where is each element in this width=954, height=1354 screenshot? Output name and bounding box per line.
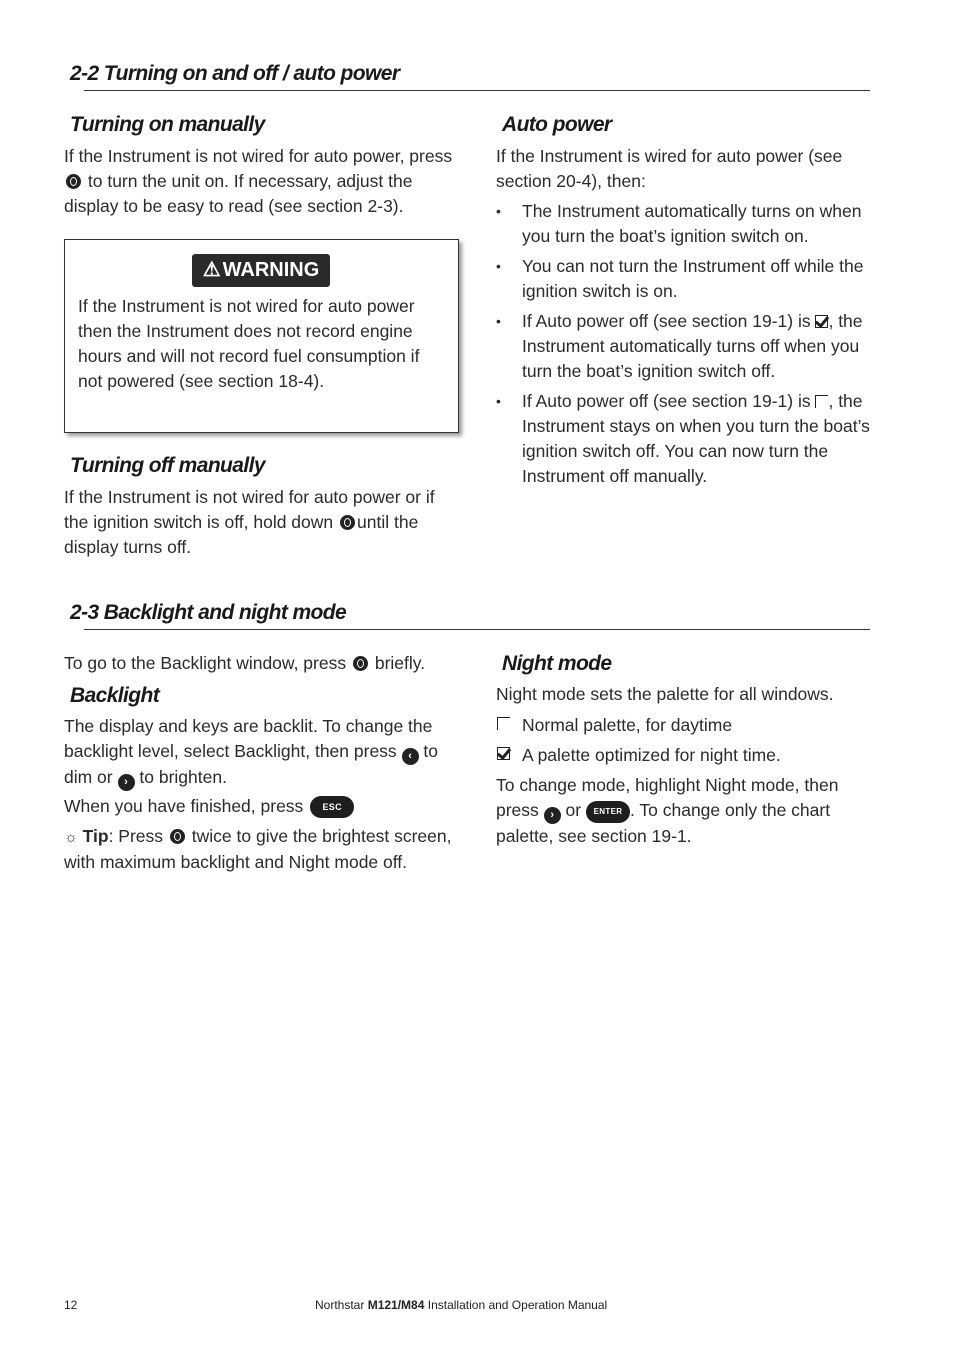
list-item-text: , the Instrument stays on when you turn the boat’s ignition switch off. You can now turn the Instrument off manually. — [522, 391, 870, 486]
text-backlight-3: to brighten. — [139, 767, 227, 787]
paragraph-backlight-intro — [64, 651, 464, 676]
text-turning-off-2: until the display turns off. — [64, 512, 419, 557]
text-backlight-1: The display and keys are backlit. To change the backlight level, select Backlight, then press — [64, 716, 433, 761]
warning-box — [64, 239, 459, 433]
list-item — [496, 254, 891, 304]
paragraph-tip — [64, 824, 459, 875]
subheading-night-mode: Night mode — [502, 652, 612, 675]
footer-title — [315, 1298, 607, 1312]
option-normal-label: Normal palette, for daytime — [522, 715, 733, 735]
list-item-text: You can not turn the Instrument off while the ignition switch is on. — [522, 256, 864, 301]
text-intro-1: To go to the Backlight window, press — [64, 653, 347, 673]
subheading-turning-on: Turning on manually — [70, 113, 265, 136]
subheading-backlight: Backlight — [70, 684, 160, 707]
paragraph-backlight-finish — [64, 794, 459, 819]
warning-badge — [192, 254, 330, 287]
text-tip-2: twice to give the brightest screen, with maximum backlight and Night mode off. — [64, 826, 452, 872]
list-item — [496, 309, 891, 384]
list-item: • The Instrument automatically turns on when you turn the boat’s ignition switch on. — [496, 199, 891, 249]
text-night-2: or — [565, 800, 582, 820]
option-night-label: A palette optimized for night time. — [522, 745, 781, 765]
unchecked-box-icon — [497, 717, 510, 730]
section-rule — [84, 629, 870, 630]
page-number: 12 — [64, 1298, 78, 1312]
enter-key-icon: ENTER — [586, 801, 630, 823]
section-title-2-3: 2-3 Backlight and night mode — [70, 601, 347, 624]
warning-badge-label: WARNING — [222, 259, 320, 281]
warning-triangle-icon: ⚠ — [202, 259, 221, 281]
section-title-2-2: 2-2 Turning on and off / auto power — [70, 62, 400, 85]
text-tip-1: : Press — [108, 826, 164, 846]
auto-power-list — [496, 199, 891, 494]
footer-model: M121/M84 — [367, 1298, 425, 1312]
section-rule — [84, 90, 870, 91]
power-key-icon — [66, 174, 81, 189]
footer-brand: Northstar — [315, 1298, 365, 1312]
checked-box-icon — [815, 315, 828, 328]
paragraph-turning-off — [64, 485, 459, 560]
power-key-icon — [170, 829, 185, 844]
checked-box-icon — [497, 747, 510, 760]
right-arrow-key-icon: › — [544, 807, 561, 824]
tip-label: Tip — [82, 826, 109, 846]
right-arrow-key-icon: › — [118, 774, 135, 791]
paragraph-night-change — [496, 773, 881, 849]
paragraph-backlight — [64, 714, 459, 791]
power-key-icon — [353, 656, 368, 671]
unchecked-box-icon — [815, 395, 828, 408]
text-finish: When you have finished, press — [64, 796, 304, 816]
paragraph-auto-power-intro: If the Instrument is wired for auto power (see section 20-4), then: — [496, 146, 843, 191]
warning-text: If the Instrument is not wired for auto power then the Instrument does not record engine hours and will not record fuel consumption if not powered (see section 18-4). — [78, 296, 420, 391]
paragraph-night-intro: Night mode sets the palette for all windows. — [496, 684, 834, 704]
left-arrow-key-icon: ‹ — [402, 748, 419, 765]
subheading-auto-power: Auto power — [502, 113, 612, 136]
paragraph-turning-on — [64, 144, 454, 219]
text-turning-on-2: to turn the unit on. If necessary, adjust the display to be easy to read (see section 2-3). — [64, 171, 413, 216]
text-turning-off-1: If the Instrument is not wired for auto power or if the ignition switch is off, hold down — [64, 487, 435, 532]
list-item-text: , the Instrument automatically turns off when you turn the boat’s ignition switch off. — [522, 311, 863, 381]
list-item-text: If Auto power off (see section 19-1) is — [522, 391, 811, 411]
text-backlight-2: to dim or — [64, 741, 439, 787]
text-turning-on-1: If the Instrument is not wired for auto power, press — [64, 146, 453, 166]
lightbulb-icon: ☼ — [64, 829, 78, 846]
esc-key-icon: ESC — [310, 796, 354, 818]
subheading-turning-off: Turning off manually — [70, 454, 265, 477]
footer-manual: Installation and Operation Manual — [427, 1298, 608, 1312]
text-intro-2: briefly. — [374, 653, 426, 673]
list-item-text: If Auto power off (see section 19-1) is — [522, 311, 811, 331]
power-key-icon — [340, 515, 355, 530]
text-night-1: To change mode, highlight Night mode, then press — [496, 775, 839, 820]
list-item — [496, 389, 891, 489]
text-night-3: . To change only the chart palette, see section 19-1. — [496, 800, 831, 846]
